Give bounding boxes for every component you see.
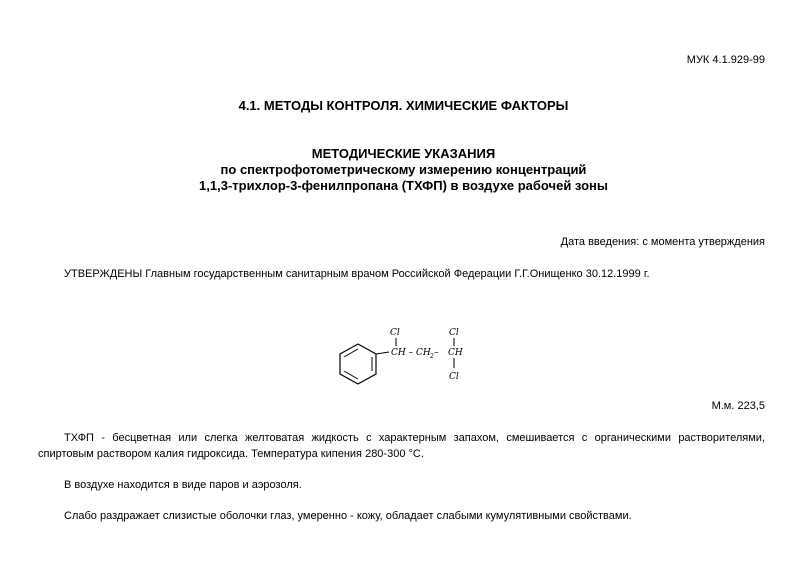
cl-left-label: Cl (390, 328, 400, 338)
document-title (0, 146, 807, 194)
document-code: МУК 4.1.929-99 (686, 54, 765, 66)
chain-label: CH – CH (391, 348, 431, 358)
paragraph-toxicity (38, 508, 765, 524)
molar-mass: М.м. 223,5 (711, 400, 765, 412)
paragraph-air-state (38, 477, 765, 493)
cl-top-right-label: Cl (449, 328, 459, 338)
title-line-3: 1,1,3-трихлор-3-фенилпропана (ТХФП) в воздухе рабочей зоны (199, 178, 608, 193)
title-line-2: по спектрофотометрическому измерению концентраций (220, 162, 587, 177)
chain-dash: – (434, 348, 439, 358)
cl-bottom-right-label: Cl (449, 372, 459, 382)
paragraph-air-state-text: В воздухе находится в виде паров и аэрозоля. (64, 479, 302, 491)
ch-right-label: CH (448, 348, 463, 358)
ch2-subscript: 2 (430, 353, 434, 360)
introduction-date: Дата введения: с момента утверждения (560, 236, 765, 248)
paragraph-properties-text: ТХФП - бесцветная или слегка желтоватая жидкость с характерным запахом, смешивается с органическими растворителями, спиртовым раствором калия гидроксида. Температура кипения 280-300 °С. (38, 432, 765, 460)
section-title: 4.1. МЕТОДЫ КОНТРОЛЯ. ХИМИЧЕСКИЕ ФАКТОРЫ (238, 98, 569, 113)
paragraph-properties (38, 430, 765, 462)
benzene-ring (340, 344, 376, 384)
title-line-1: МЕТОДИЧЕСКИЕ УКАЗАНИЯ (311, 146, 496, 161)
ring-chain-bond (376, 352, 389, 354)
paragraph-toxicity-text: Слабо раздражает слизистые оболочки глаз, умеренно - кожу, обладает слабыми кумулятивными свойствами. (64, 510, 632, 522)
structural-formula (334, 322, 484, 388)
approval-statement: УТВЕРЖДЕНЫ Главным государственным санитарным врачом Российской Федерации Г.Г.Онищенко 30.12.1999 г. (64, 268, 650, 280)
